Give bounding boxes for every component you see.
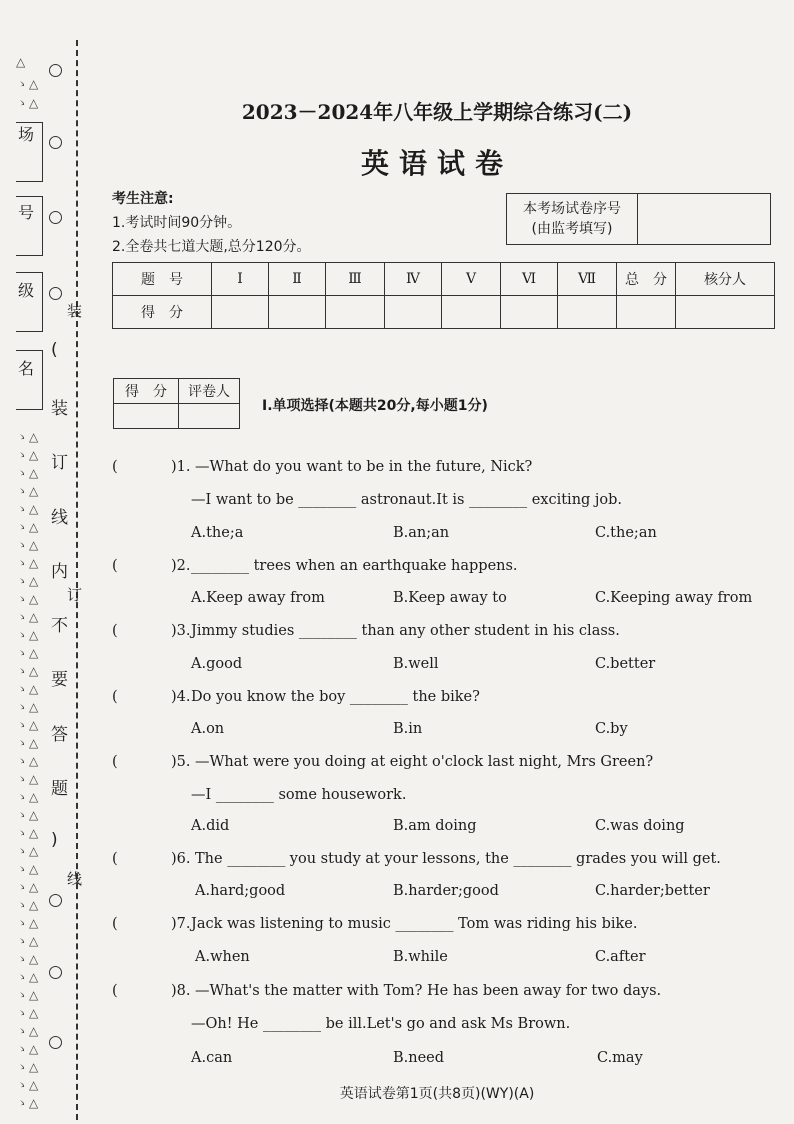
option-b[interactable]: B.am doing bbox=[393, 818, 477, 834]
question-number: )5. bbox=[171, 754, 191, 770]
grader-name-field[interactable] bbox=[179, 404, 240, 429]
triangle-marks: ゝ△ bbox=[16, 1042, 40, 1056]
binding-mark-xian: 线 bbox=[67, 870, 83, 888]
triangle-marks: ゝ△ bbox=[16, 1096, 40, 1110]
score-cell[interactable] bbox=[269, 296, 326, 329]
binding-hole-circle bbox=[49, 64, 62, 77]
triangle-marks: ゝ△ bbox=[16, 96, 40, 110]
triangle-marks: ゝ△ bbox=[16, 592, 40, 606]
section-title: Ⅰ.单项选择(本题共20分,每小题1分) bbox=[262, 398, 488, 414]
binding-hole-circle bbox=[49, 211, 62, 224]
question-stem: Do you know the boy ________ the bike? bbox=[191, 689, 480, 705]
triangle-marks: ゝ△ bbox=[16, 484, 40, 498]
question-stem-line2: —I ________ some housework. bbox=[191, 787, 407, 803]
triangle-marks: ゝ△ bbox=[16, 700, 40, 714]
option-c[interactable]: C.by bbox=[595, 721, 628, 737]
margin-label-name: 名 bbox=[18, 359, 35, 378]
triangle-marks: ゝ△ bbox=[16, 520, 40, 534]
option-b[interactable]: B.while bbox=[393, 949, 448, 965]
question-stem: —What's the matter with Tom? He has been away for two days. bbox=[195, 983, 662, 999]
triangle-marks: ゝ△ bbox=[16, 790, 40, 804]
score-cell[interactable] bbox=[558, 296, 617, 329]
score-table-header-cell: 题 号 bbox=[113, 263, 212, 296]
seat-number-field[interactable] bbox=[638, 194, 771, 245]
triangle-marks: ゝ△ bbox=[16, 934, 40, 948]
triangle-marks: ゝ△ bbox=[16, 898, 40, 912]
option-a[interactable]: A.did bbox=[191, 818, 230, 834]
binding-text-char: ( bbox=[51, 340, 58, 360]
question-stem: ________ trees when an earthquake happens. bbox=[191, 558, 518, 574]
binding-hole-circle bbox=[49, 1036, 62, 1049]
score-table-header-cell: 核分人 bbox=[676, 263, 775, 296]
score-table-header-cell: Ⅴ bbox=[442, 263, 501, 296]
binding-text-char: 要 bbox=[51, 670, 68, 690]
exam-title: 2023－2024年八年级上学期综合练习(二) bbox=[241, 100, 633, 124]
triangle-marks: ゝ△ bbox=[16, 1006, 40, 1020]
question-number: )3. bbox=[171, 623, 191, 639]
option-a[interactable]: A.the;a bbox=[191, 525, 244, 541]
score-cell[interactable] bbox=[212, 296, 269, 329]
triangle-marks: ゝ△ bbox=[16, 448, 40, 462]
binding-text-char: 答 bbox=[51, 725, 68, 745]
notice-line: 1.考试时间90分钟。 bbox=[112, 215, 242, 231]
margin-label-exam-room: 场 bbox=[18, 125, 35, 144]
triangle-marks: ゝ△ bbox=[16, 952, 40, 966]
triangle-marks: ゝ△ bbox=[16, 862, 40, 876]
question-stem-line2: —Oh! He ________ be ill.Let's go and ask Ms Brown. bbox=[191, 1016, 571, 1032]
binding-text-char: 题 bbox=[51, 779, 68, 799]
binding-hole-circle bbox=[49, 287, 62, 300]
option-a[interactable]: A.Keep away from bbox=[191, 590, 325, 606]
question-number: )4. bbox=[171, 689, 191, 705]
triangle-marks: ゝ△ bbox=[16, 880, 40, 894]
question-stem: Jimmy studies ________ than any other student in his class. bbox=[191, 623, 620, 639]
option-b[interactable]: B.in bbox=[393, 721, 423, 737]
answer-bracket[interactable]: ( bbox=[112, 689, 118, 705]
score-cell[interactable] bbox=[326, 296, 385, 329]
triangle-marks: ゝ△ bbox=[16, 610, 40, 624]
option-b[interactable]: B.an;an bbox=[393, 525, 450, 541]
option-c[interactable]: C.the;an bbox=[595, 525, 657, 541]
triangle-marks: ゝ△ bbox=[16, 1024, 40, 1038]
triangle-marks: ゝ△ bbox=[16, 430, 40, 444]
triangle-marks: ゝ△ bbox=[16, 502, 40, 516]
binding-text-char: 装 bbox=[51, 399, 68, 419]
triangle-marks: ゝ△ bbox=[16, 772, 40, 786]
triangle-marks: ゝ△ bbox=[16, 826, 40, 840]
answer-bracket[interactable]: ( bbox=[112, 851, 118, 867]
triangle-marks: ゝ△ bbox=[16, 754, 40, 768]
binding-text-char: 线 bbox=[51, 508, 68, 528]
triangle-marks: ゝ△ bbox=[16, 538, 40, 552]
score-cell[interactable] bbox=[617, 296, 676, 329]
binding-hole-circle bbox=[49, 894, 62, 907]
option-a[interactable]: A.good bbox=[191, 656, 243, 672]
binding-hole-circle bbox=[49, 966, 62, 979]
score-table-score-row bbox=[113, 296, 775, 329]
triangle-marks: ゝ△ bbox=[16, 988, 40, 1002]
answer-bracket[interactable]: ( bbox=[112, 623, 118, 639]
triangle-marks: ゝ△ bbox=[16, 466, 40, 480]
question-number: )6. bbox=[171, 851, 191, 867]
answer-bracket[interactable]: ( bbox=[112, 558, 118, 574]
triangle-marks: ゝ△ bbox=[16, 718, 40, 732]
answer-bracket[interactable]: ( bbox=[112, 983, 118, 999]
triangle-marks: ゝ△ bbox=[16, 574, 40, 588]
seat-number-box bbox=[506, 193, 771, 245]
score-cell[interactable] bbox=[442, 296, 501, 329]
score-table-header-cell: Ⅰ bbox=[212, 263, 269, 296]
option-b[interactable]: B.harder;good bbox=[393, 883, 499, 899]
option-c[interactable]: C.Keeping away from bbox=[595, 590, 753, 606]
margin-label-number: 号 bbox=[18, 203, 35, 222]
grader-score-label: 得 分 bbox=[114, 379, 179, 404]
seat-number-label: 本考场试卷序号 (由监考填写) bbox=[507, 194, 638, 245]
question-stem-line2: —I want to be ________ astronaut.It is ________ exciting job. bbox=[191, 492, 623, 508]
score-table-header-cell: Ⅵ bbox=[501, 263, 558, 296]
question-stem: Jack was listening to music ________ Tom was riding his bike. bbox=[191, 916, 638, 932]
option-c[interactable]: C.harder;better bbox=[595, 883, 710, 899]
option-c[interactable]: C.after bbox=[595, 949, 646, 965]
triangle-marks: ゝ△ bbox=[16, 970, 40, 984]
question-number: )7. bbox=[171, 916, 191, 932]
triangle-marks: ゝ△ bbox=[16, 77, 40, 91]
score-table-header-row bbox=[113, 263, 775, 296]
triangle-marks: ゝ△ bbox=[16, 628, 40, 642]
triangle-marks: ゝ△ bbox=[16, 664, 40, 678]
question-stem: The ________ you study at your lessons, the ________ grades you will get. bbox=[195, 851, 721, 867]
option-c[interactable]: C.was doing bbox=[595, 818, 685, 834]
option-c[interactable]: C.may bbox=[597, 1050, 643, 1066]
option-a[interactable]: A.on bbox=[191, 721, 225, 737]
score-table-header-cell: Ⅲ bbox=[326, 263, 385, 296]
triangle-marks: ゝ△ bbox=[16, 808, 40, 822]
score-table-header-cell: 总 分 bbox=[617, 263, 676, 296]
option-a[interactable]: A.can bbox=[191, 1050, 233, 1066]
score-cell[interactable] bbox=[676, 296, 775, 329]
binding-mark-ding: 订 bbox=[67, 586, 83, 604]
triangle-marks: ゝ△ bbox=[16, 1060, 40, 1074]
section-grader-box bbox=[113, 378, 240, 429]
margin-label-class: 级 bbox=[18, 281, 35, 300]
binding-text-char: ) bbox=[51, 830, 58, 850]
question-number: )2. bbox=[171, 558, 191, 574]
answer-bracket[interactable]: ( bbox=[112, 916, 118, 932]
score-table-header-cell: Ⅳ bbox=[385, 263, 442, 296]
notice-heading: 考生注意: bbox=[112, 191, 174, 207]
answer-bracket[interactable]: ( bbox=[112, 754, 118, 770]
option-a[interactable]: A.when bbox=[195, 949, 250, 965]
question-stem: —What were you doing at eight o'clock last night, Mrs Green? bbox=[195, 754, 654, 770]
score-table-header-cell: Ⅱ bbox=[269, 263, 326, 296]
question-number: )1. bbox=[171, 459, 191, 475]
triangle-marks: ゝ△ bbox=[16, 736, 40, 750]
grader-name-label: 评卷人 bbox=[179, 379, 240, 404]
triangle-marks: ゝ△ bbox=[16, 1078, 40, 1092]
binding-dashed-line bbox=[76, 40, 78, 1120]
page-footer: 英语试卷第1页(共8页)(WY)(A) bbox=[339, 1086, 535, 1102]
binding-mark-zhuang: 装 bbox=[67, 302, 83, 320]
triangle-marks: ゝ△ bbox=[16, 916, 40, 930]
question-number: )8. bbox=[171, 983, 191, 999]
triangle-marks: ゝ△ bbox=[16, 646, 40, 660]
binding-text-char: 订 bbox=[51, 453, 68, 473]
grader-score-field[interactable] bbox=[114, 404, 179, 429]
binding-text-char: 不 bbox=[51, 616, 68, 636]
triangle-marks: △ bbox=[16, 55, 27, 69]
triangle-marks: ゝ△ bbox=[16, 682, 40, 696]
score-row-label: 得 分 bbox=[113, 296, 212, 329]
score-cell[interactable] bbox=[385, 296, 442, 329]
option-b[interactable]: B.well bbox=[393, 656, 439, 672]
option-c[interactable]: C.better bbox=[595, 656, 656, 672]
score-cell[interactable] bbox=[501, 296, 558, 329]
option-a[interactable]: A.hard;good bbox=[195, 883, 286, 899]
exam-subject-title: 英语试卷 bbox=[360, 147, 513, 180]
binding-text-char: 内 bbox=[51, 562, 68, 582]
score-table-header-cell: Ⅶ bbox=[558, 263, 617, 296]
option-b[interactable]: B.need bbox=[393, 1050, 445, 1066]
answer-bracket[interactable]: ( bbox=[112, 459, 118, 475]
triangle-marks: ゝ△ bbox=[16, 844, 40, 858]
score-table bbox=[112, 262, 775, 329]
question-stem: —What do you want to be in the future, Nick? bbox=[195, 459, 533, 475]
option-b[interactable]: B.Keep away to bbox=[393, 590, 507, 606]
notice-line: 2.全卷共七道大题,总分120分。 bbox=[112, 239, 311, 255]
triangle-marks: ゝ△ bbox=[16, 556, 40, 570]
